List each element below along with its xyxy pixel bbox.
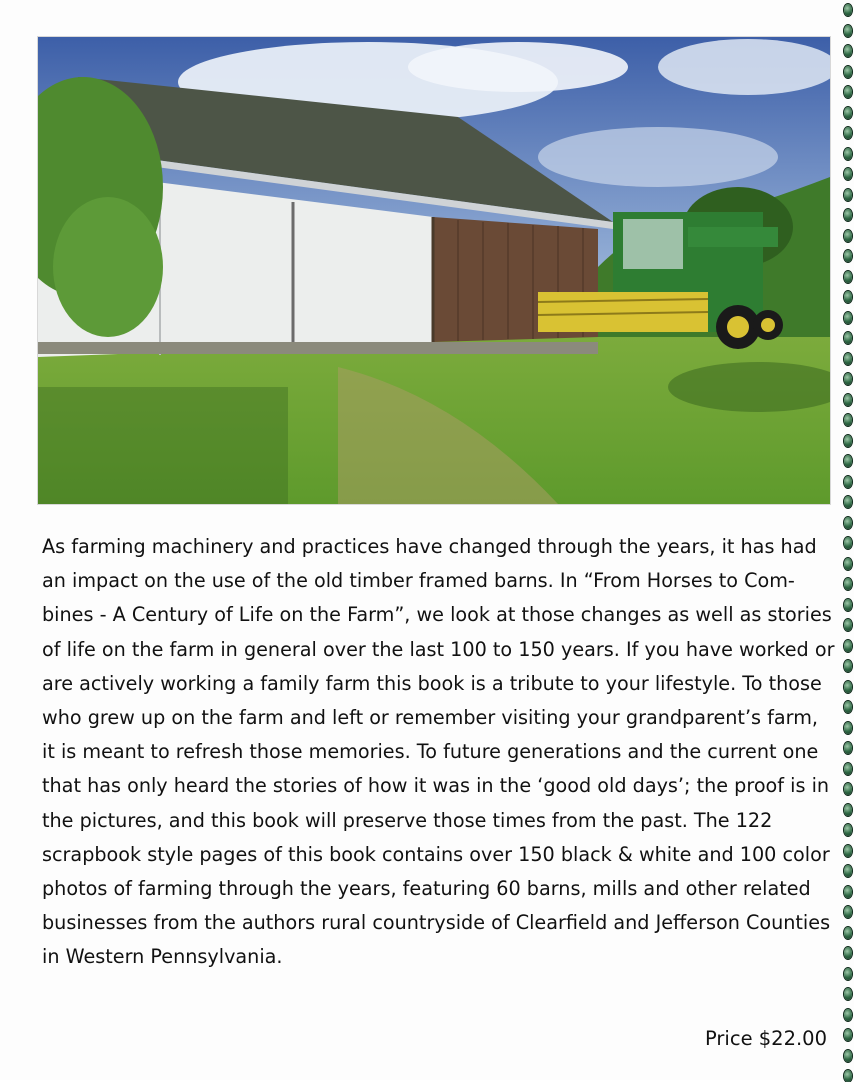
binding-ring: [844, 742, 852, 754]
binding-ring: [844, 578, 852, 590]
binding-ring: [844, 45, 852, 57]
binding-ring: [844, 394, 852, 406]
binding-ring: [844, 640, 852, 652]
binding-ring: [844, 209, 852, 221]
binding-ring: [844, 865, 852, 877]
binding-ring: [844, 86, 852, 98]
binding-ring: [844, 558, 852, 570]
binding-ring: [844, 250, 852, 262]
binding-ring: [844, 804, 852, 816]
binding-ring: [844, 414, 852, 426]
binding-ring: [844, 927, 852, 939]
description-line: As farming machinery and practices have changed through the years, it has had: [42, 535, 817, 558]
binding-ring: [844, 353, 852, 365]
binding-ring: [844, 783, 852, 795]
binding-ring: [844, 1050, 852, 1062]
binding-ring: [844, 373, 852, 385]
binding-ring: [844, 886, 852, 898]
spiral-binding: [840, 0, 854, 1080]
binding-ring: [844, 271, 852, 283]
binding-ring: [844, 435, 852, 447]
binding-ring: [844, 189, 852, 201]
binding-ring: [844, 312, 852, 324]
binding-ring: [844, 947, 852, 959]
binding-ring: [844, 906, 852, 918]
description-line: of life on the farm in general over the last 100 to 150 years. If you have worked or: [42, 637, 835, 661]
binding-ring: [844, 455, 852, 467]
binding-ring: [844, 968, 852, 980]
description-line: the pictures, and this book will preserve those times from the past. The 122: [42, 808, 773, 832]
binding-ring: [844, 681, 852, 693]
description-line: an impact on the use of the old timber framed barns. In “From Horses to Com-: [42, 569, 795, 593]
binding-ring: [844, 476, 852, 488]
binding-ring: [844, 824, 852, 836]
binding-ring: [844, 1070, 852, 1082]
description-line: in Western Pennsylvania.: [42, 945, 283, 969]
price-label: Price $22.00: [705, 1027, 827, 1050]
binding-ring: [844, 4, 852, 16]
barn-combine-photo: [37, 36, 831, 505]
description-line: businesses from the authors rural countryside of Clearfield and Jefferson Counties: [42, 911, 831, 935]
binding-ring: [844, 599, 852, 611]
binding-ring: [844, 988, 852, 1000]
binding-ring: [844, 845, 852, 857]
binding-ring: [844, 517, 852, 529]
binding-ring: [844, 1009, 852, 1021]
description-line: photos of farming through the years, featuring 60 barns, mills and other related: [42, 877, 811, 901]
description-line: are actively working a family farm this book is a tribute to your lifestyle. To those: [42, 671, 822, 695]
description-line: scrapbook style pages of this book contains over 150 black & white and 100 color: [42, 842, 830, 866]
binding-ring: [844, 619, 852, 631]
binding-ring: [844, 763, 852, 775]
binding-ring: [844, 230, 852, 242]
binding-ring: [844, 25, 852, 37]
binding-ring: [844, 66, 852, 78]
binding-ring: [844, 127, 852, 139]
binding-ring: [844, 660, 852, 672]
description-line: who grew up on the farm and left or remember visiting your grandparent’s farm,: [42, 706, 819, 730]
binding-ring: [844, 701, 852, 713]
binding-ring: [844, 332, 852, 344]
description-line: that has only heard the stories of how it was in the ‘good old days’; the proof is in: [42, 774, 830, 798]
binding-ring: [844, 1029, 852, 1041]
binding-ring: [844, 168, 852, 180]
binding-ring: [844, 537, 852, 549]
binding-ring: [844, 291, 852, 303]
binding-ring: [844, 107, 852, 119]
description-line: it is meant to refresh those memories. To future generations and the current one: [42, 740, 819, 764]
description-line: bines - A Century of Life on the Farm”, we look at those changes as well as stories: [42, 603, 832, 627]
book-description: [42, 530, 835, 975]
binding-ring: [844, 496, 852, 508]
binding-ring: [844, 148, 852, 160]
binding-ring: [844, 722, 852, 734]
